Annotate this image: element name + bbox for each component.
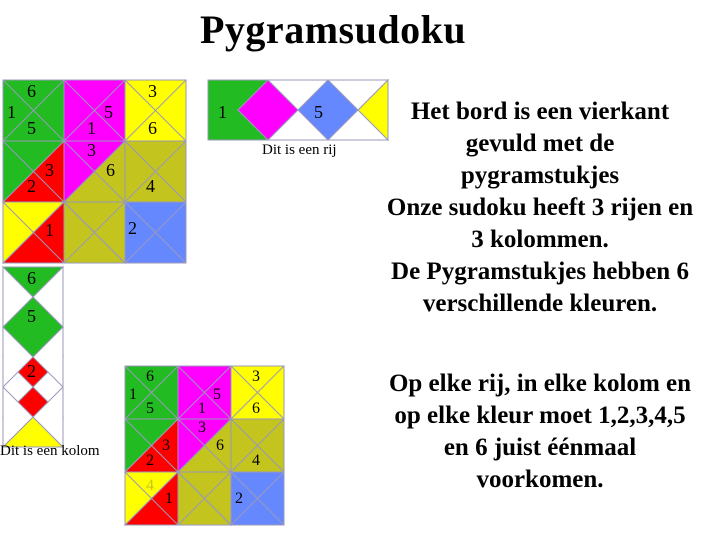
board-number: 3 — [252, 368, 260, 385]
column-number: 6 — [27, 268, 36, 288]
board-number: 3 — [162, 437, 170, 454]
board-number: 2 — [27, 176, 36, 196]
board-number: 1 — [129, 386, 137, 403]
description-line: 3 kolommen. — [471, 226, 609, 253]
column-number: 2 — [27, 361, 36, 381]
column-number: 5 — [27, 306, 36, 326]
description-line: Het bord is een vierkant — [410, 98, 670, 125]
board-number: 6 — [252, 400, 260, 417]
board-number: 4 — [252, 452, 260, 469]
row-caption: Dit is een rij — [262, 142, 337, 158]
rule-line: en 6 juist éénmaal — [443, 434, 637, 461]
second-board — [125, 366, 284, 525]
row-number: 5 — [314, 102, 323, 122]
rule-line: voorkomen. — [476, 466, 604, 493]
board-number: 5 — [146, 400, 154, 417]
board-number: 1 — [87, 118, 96, 138]
board-number: 3 — [45, 160, 54, 180]
column-caption: Dit is een kolom — [0, 443, 100, 459]
board-number: 6 — [146, 368, 154, 385]
rule-text — [360, 368, 720, 496]
board-number: 6 — [27, 81, 36, 101]
description-line: verschillende kleuren. — [422, 290, 658, 317]
board-number: 1 — [165, 490, 173, 507]
description-line: Onze sudoku heeft 3 rijen en — [386, 194, 694, 221]
board-number: 3 — [198, 419, 206, 436]
board-number: 2 — [146, 452, 154, 469]
board-number: 5 — [104, 102, 113, 122]
board-number: 1 — [198, 400, 206, 417]
rule-line: op elke kleur moet 1,2,3,4,5 — [394, 402, 686, 429]
main-board — [3, 80, 186, 263]
description-text — [360, 96, 720, 320]
board-number: 4 — [146, 477, 154, 494]
description-line: pygramstukjes — [460, 162, 620, 189]
board-number: 5 — [213, 386, 221, 403]
board-number: 5 — [27, 118, 36, 138]
description-line: gevuld met de — [465, 130, 615, 157]
page-title: Pygramsudoku — [200, 7, 467, 52]
board-number: 2 — [235, 490, 243, 507]
description-line: De Pygramstukjes hebben 6 — [391, 258, 689, 285]
board-number: 3 — [87, 140, 96, 160]
board-number: 6 — [106, 160, 115, 180]
row-number: 1 — [218, 102, 227, 122]
board-number: 4 — [146, 176, 155, 196]
board-number: 6 — [216, 437, 224, 454]
board-number: 1 — [45, 220, 54, 240]
rule-line: Op elke rij, in elke kolom en — [388, 370, 692, 397]
board-number: 1 — [7, 102, 16, 122]
board-number: 6 — [148, 118, 157, 138]
board-number: 2 — [128, 218, 137, 238]
board-number: 3 — [148, 81, 157, 101]
column-illustration — [3, 267, 63, 447]
